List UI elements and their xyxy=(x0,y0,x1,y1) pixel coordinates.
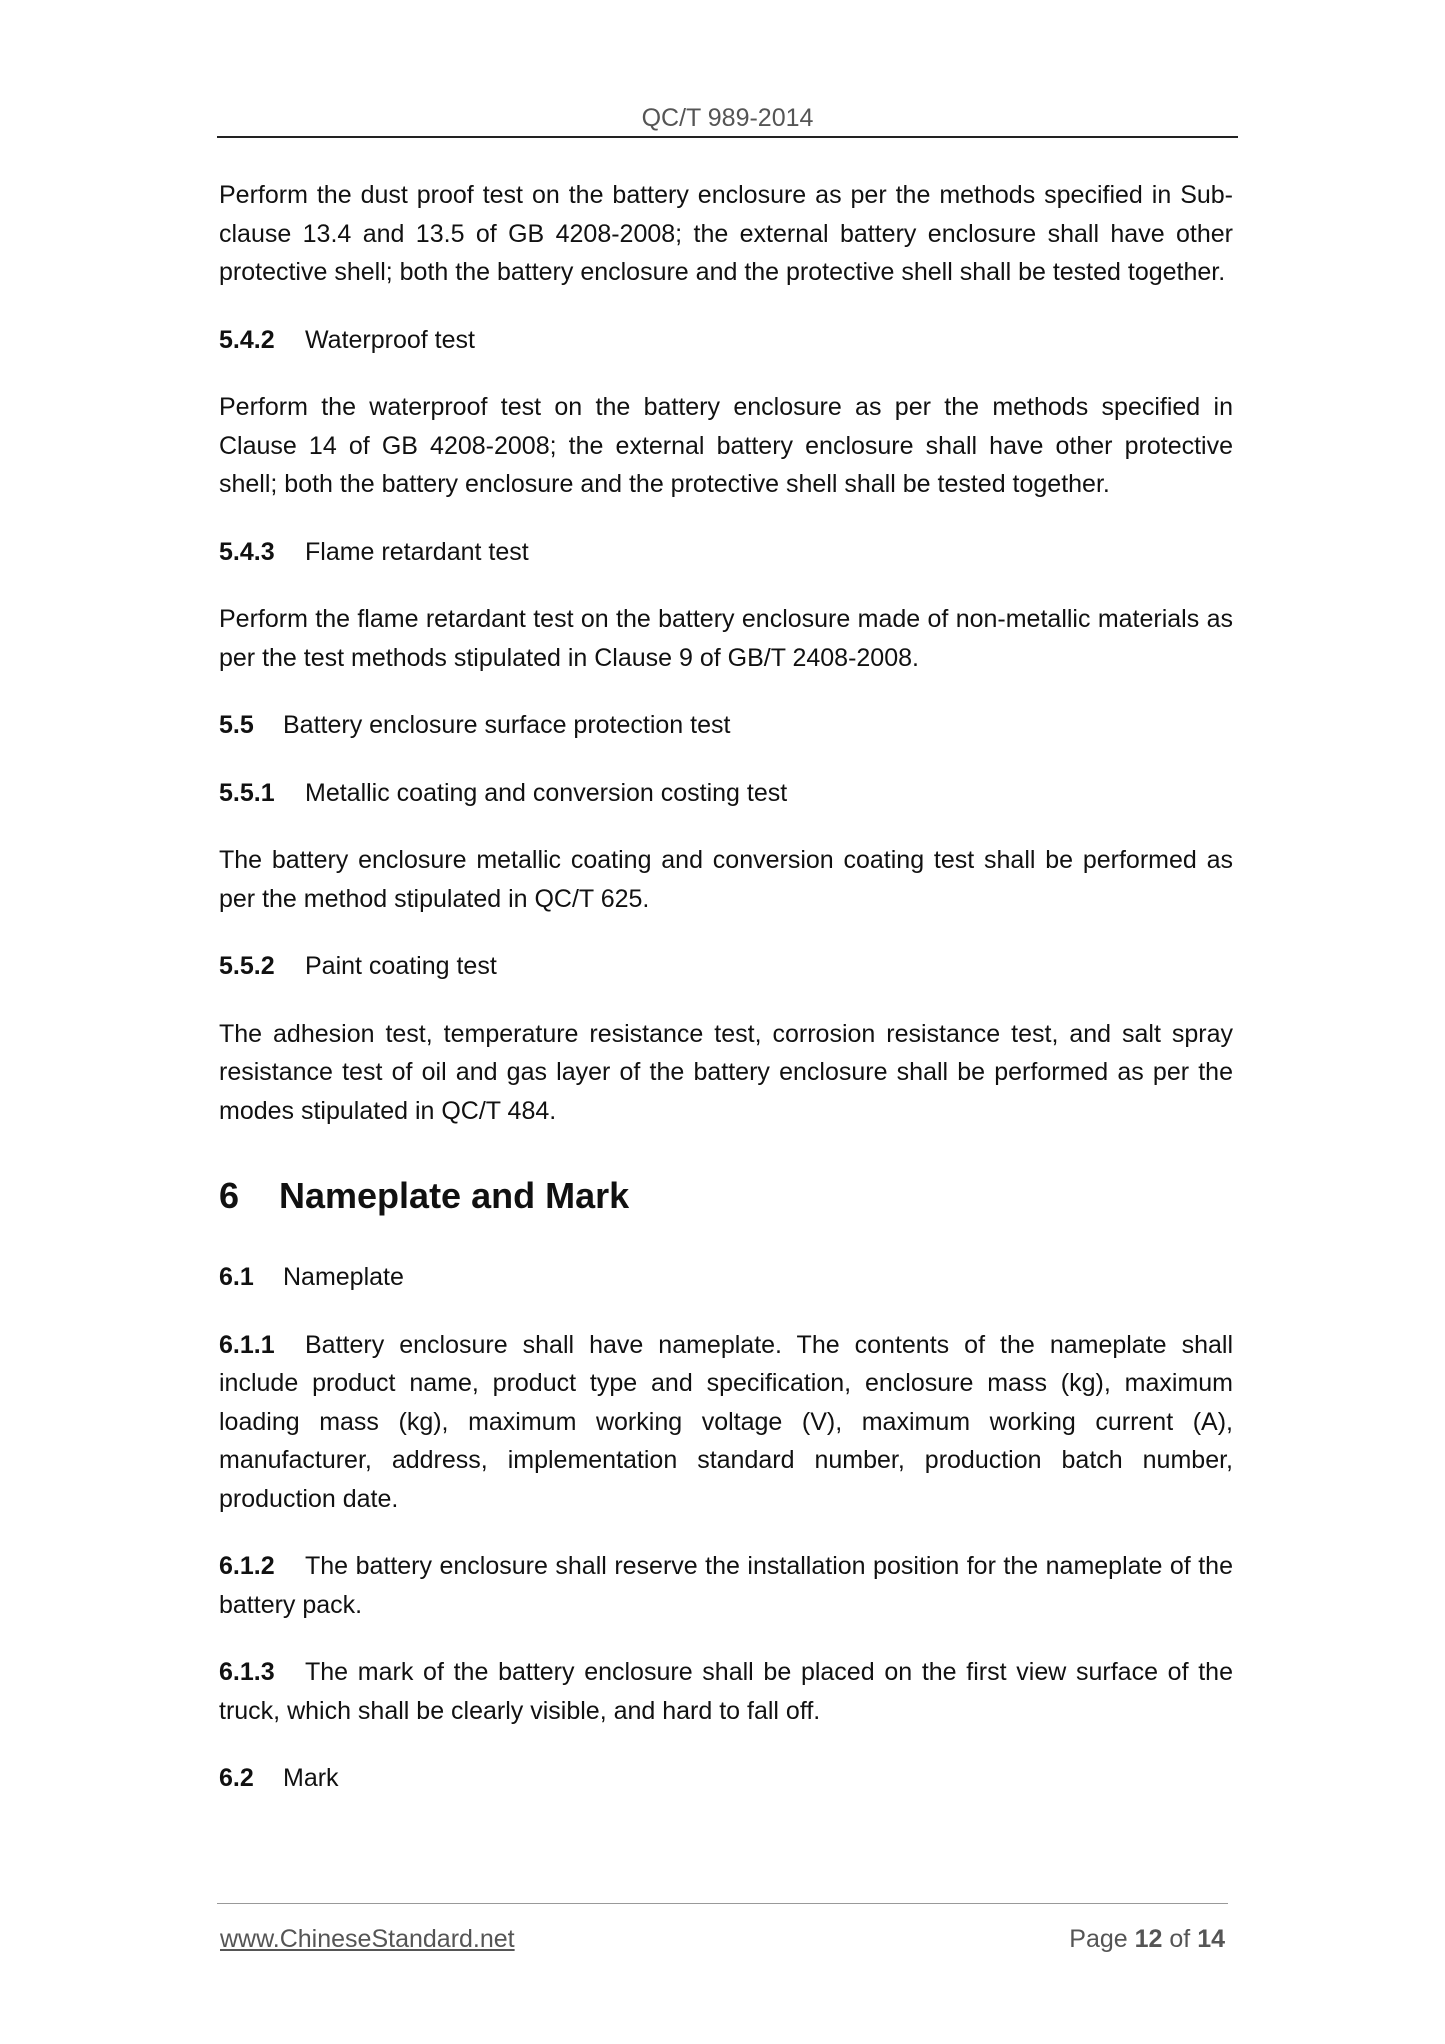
section-number: 6.2 xyxy=(219,1764,254,1792)
heading-5-4-2 xyxy=(219,321,1233,360)
clause-number: 6.1.1 xyxy=(219,1330,275,1359)
paragraph-paint-coating: The adhesion test, temperature resistance test, corrosion resistance test, and salt spray resistance test of oil and gas layer of the battery enclosure shall be performed as per the modes stipulated in QC/T 484. xyxy=(219,1019,1233,1125)
paragraph-6-1-2 xyxy=(219,1547,1233,1624)
clause-text: Battery enclosure shall have nameplate. The contents of the nameplate shall include product name, product type and specification, enclosure mass (kg), maximum loading mass (kg), maximum working voltage (V), maximum working current (A), manufacturer, address, implementation standard number, production batch number, production date. xyxy=(219,1330,1233,1513)
section-number: 5.5.1 xyxy=(219,778,275,807)
paragraph-dust-proof: Perform the dust proof test on the battery enclosure as per the methods specified in Sub-clause 13.4 and 13.5 of GB 4208-2008; the external battery enclosure shall have other protective shell; both the battery enclosure and the protective shell shall be tested together. xyxy=(219,181,1233,286)
heading-6-2 xyxy=(219,1759,1233,1798)
header-divider xyxy=(217,136,1238,138)
paragraph-6-1-3 xyxy=(219,1653,1233,1730)
section-title: Waterproof test xyxy=(305,325,475,354)
page-indicator xyxy=(1069,1925,1225,1954)
clause-number: 6.1.2 xyxy=(219,1552,275,1580)
page-current: 12 xyxy=(1134,1925,1163,1953)
website-link[interactable]: www.ChineseStandard.net xyxy=(220,1925,515,1953)
heading-5-5-1 xyxy=(219,774,1233,813)
document-code-header: QC/T 989-2014 xyxy=(641,104,814,132)
clause-text: The battery enclosure shall reserve the installation position for the nameplate of the battery pack. xyxy=(219,1552,1233,1619)
chapter-number: 6 xyxy=(219,1175,240,1216)
section-title: Mark xyxy=(283,1764,339,1792)
page-label: Page xyxy=(1069,1925,1128,1953)
page-content xyxy=(219,176,1233,1827)
footer-divider xyxy=(217,1903,1228,1904)
chapter-6-heading xyxy=(219,1174,1233,1218)
section-number: 5.4.3 xyxy=(219,537,275,566)
heading-5-5-2 xyxy=(219,947,1233,986)
paragraph-waterproof: Perform the waterproof test on the battery enclosure as per the methods specified in Clause 14 of GB 4208-2008; the external battery enclosure shall have other protective shell; both the battery enclosure and the protective shell shall be tested together. xyxy=(219,393,1233,498)
clause-number: 6.1.3 xyxy=(219,1658,275,1686)
page-of: of xyxy=(1169,1925,1191,1953)
heading-5-5 xyxy=(219,706,1233,745)
clause-text: The mark of the battery enclosure shall be placed on the first view surface of the truck, which shall be clearly visible, and hard to fall off. xyxy=(219,1658,1233,1725)
paragraph-metallic-coating: The battery enclosure metallic coating and conversion coating test shall be performed as per the method stipulated in QC/T 625. xyxy=(219,846,1233,913)
heading-5-4-3 xyxy=(219,533,1233,572)
section-number: 5.5.2 xyxy=(219,952,275,980)
section-title: Paint coating test xyxy=(305,952,497,980)
heading-6-1 xyxy=(219,1258,1233,1297)
paragraph-flame-retardant: Perform the flame retardant test on the battery enclosure made of non-metallic materials as per the test methods stipulated in Clause 9 of GB/T 2408-2008. xyxy=(219,605,1233,672)
section-title: Nameplate xyxy=(283,1263,404,1291)
page-total: 14 xyxy=(1197,1925,1225,1953)
section-title: Battery enclosure surface protection test xyxy=(283,711,731,739)
section-title: Metallic coating and conversion costing test xyxy=(305,778,788,807)
section-number: 5.4.2 xyxy=(219,325,275,354)
paragraph-6-1-1 xyxy=(219,1326,1233,1519)
chapter-title: Nameplate and Mark xyxy=(279,1175,630,1216)
section-title: Flame retardant test xyxy=(305,537,529,566)
section-number: 5.5 xyxy=(219,711,254,739)
section-number: 6.1 xyxy=(219,1263,254,1291)
